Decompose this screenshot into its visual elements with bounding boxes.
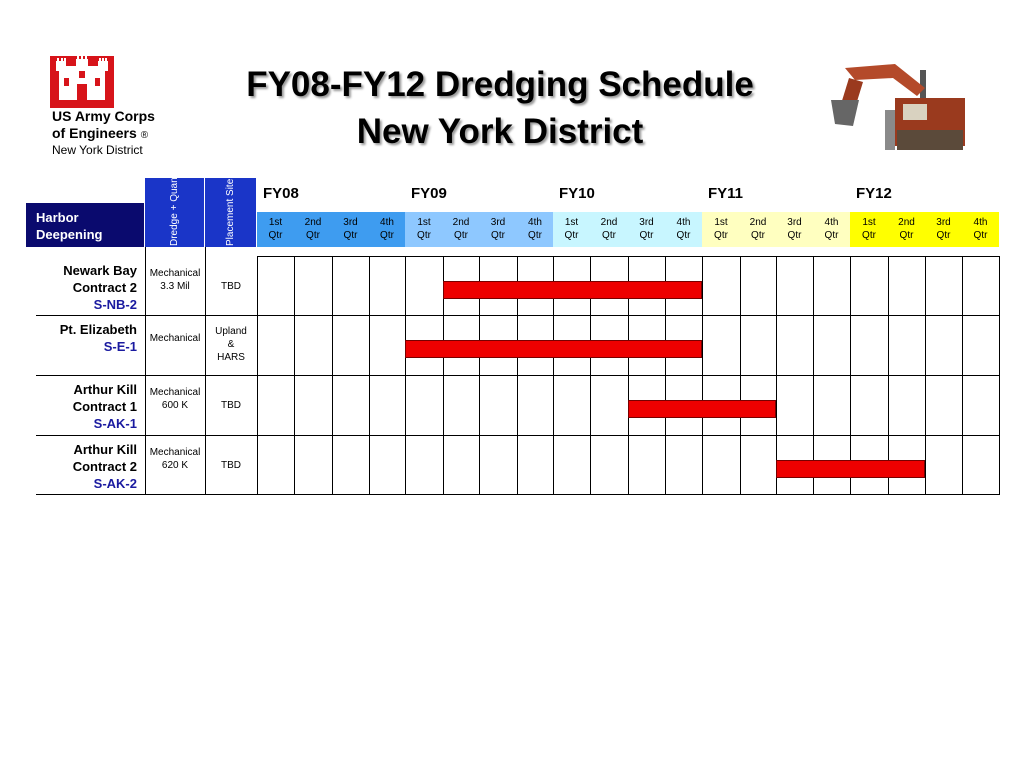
grid-line: [962, 256, 963, 495]
project-code: S-AK-2: [93, 476, 137, 491]
quarter-header: 4th Qtr: [813, 212, 850, 247]
schedule-bar: [443, 281, 702, 299]
excavator-image: [825, 60, 967, 154]
org-line-1: US Army Corps: [52, 108, 155, 124]
project-code: S-E-1: [103, 339, 137, 354]
quarter-header: 2nd Qtr: [294, 212, 332, 247]
dredge-quantity-cell: Mechanical 3.3 Mil: [149, 268, 201, 292]
quarter-header: 4th Qtr: [517, 212, 553, 247]
grid-line: [294, 256, 295, 495]
grid-line: [36, 494, 1000, 495]
project-name: Arthur Kill Contract 1 S-AK-1: [72, 382, 137, 431]
placement-site-header: [205, 178, 256, 247]
quarter-header: 2nd Qtr: [443, 212, 479, 247]
quarter-header: 1st Qtr: [553, 212, 590, 247]
fy-label-fy10: FY10: [559, 185, 595, 202]
page-title: FY08-FY12 Dredging Schedule: [246, 65, 754, 104]
page-subtitle: New York District: [356, 112, 644, 151]
quarter-header: 2nd Qtr: [590, 212, 628, 247]
quarter-header: 1st Qtr: [702, 212, 740, 247]
grid-line: [369, 256, 370, 495]
grid-line: [36, 315, 1000, 316]
placement-site-cell: TBD: [221, 281, 241, 292]
project-name: Arthur Kill Contract 2 S-AK-2: [72, 442, 137, 491]
project-name: Pt. Elizabeth S-E-1: [59, 322, 137, 354]
quarter-header: 2nd Qtr: [740, 212, 776, 247]
grid-line: [405, 256, 406, 495]
fy-label-fy11: FY11: [708, 185, 744, 202]
quarter-header: 2nd Qtr: [888, 212, 925, 247]
project-code: S-AK-1: [93, 416, 137, 431]
quarter-header: 4th Qtr: [665, 212, 702, 247]
harbor-deepening-header: Harbor Deepening: [26, 203, 144, 247]
grid-line: [999, 256, 1000, 495]
org-line-2: of Engineers ®: [52, 125, 149, 141]
usace-castle-logo: [50, 56, 114, 108]
quarter-header: 3rd Qtr: [925, 212, 962, 247]
fy-label-fy09: FY09: [411, 185, 447, 202]
project-name: Newark Bay Contract 2 S-NB-2: [63, 263, 137, 312]
placement-site-cell: Upland & HARS: [215, 326, 247, 363]
grid-line: [925, 256, 926, 495]
dredge-quantity-cell: Mechanical: [149, 333, 201, 344]
grid-line: [740, 256, 741, 495]
quarter-header: 4th Qtr: [962, 212, 999, 247]
placement-site-label: Placement Site: [225, 178, 236, 246]
registered-mark: ®: [140, 130, 149, 141]
placement-site-cell: TBD: [221, 460, 241, 471]
fy-label-fy12: FY12: [856, 185, 892, 202]
quarter-header: 1st Qtr: [257, 212, 294, 247]
quarter-header: 3rd Qtr: [628, 212, 665, 247]
project-code: S-NB-2: [93, 297, 137, 312]
placement-site-cell: TBD: [221, 400, 241, 411]
quarter-header: 1st Qtr: [405, 212, 443, 247]
dredge-quantity-label: Dredge + Quantity (cy): [169, 145, 180, 246]
grid-line: [36, 375, 1000, 376]
grid-line: [702, 256, 703, 495]
schedule-bar: [628, 400, 776, 418]
quarter-header: 3rd Qtr: [776, 212, 813, 247]
quarter-header: 3rd Qtr: [332, 212, 369, 247]
grid-line: [332, 256, 333, 495]
org-line-3: New York District: [52, 143, 143, 157]
grid-line: [257, 256, 258, 495]
fy-label-fy08: FY08: [263, 185, 299, 202]
quarter-header: 3rd Qtr: [479, 212, 517, 247]
quarter-header: 1st Qtr: [850, 212, 888, 247]
schedule-bar: [776, 460, 925, 478]
schedule-bar: [405, 340, 702, 358]
quarter-header: 4th Qtr: [369, 212, 405, 247]
dredge-quantity-cell: Mechanical 620 K: [149, 447, 201, 471]
dredge-quantity-cell: Mechanical 600 K: [149, 387, 201, 411]
grid-line: [36, 435, 1000, 436]
dredge-quantity-header: [145, 145, 204, 247]
